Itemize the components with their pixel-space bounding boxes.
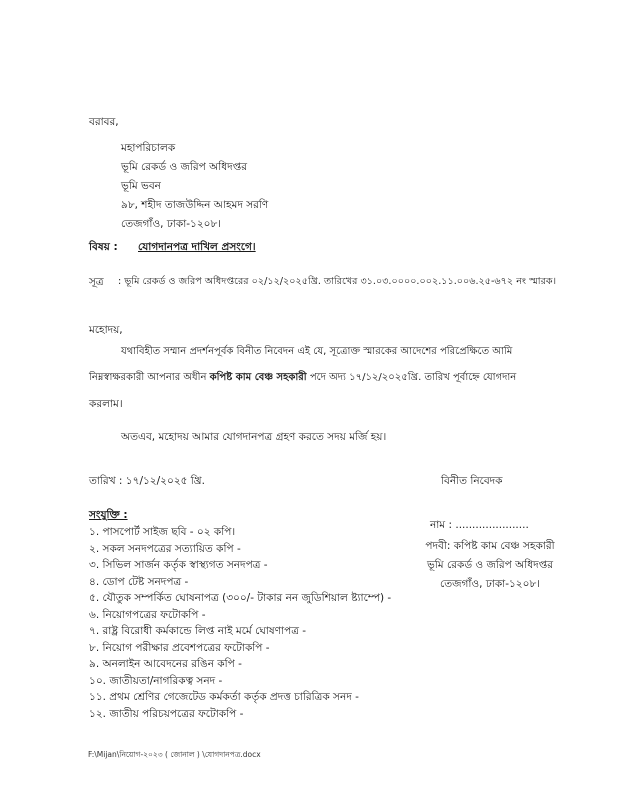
body-line-3: করলাম। [89,398,123,410]
signature-office: ভূমি রেকর্ড ও জরিপ অধিদপ্তর [426,559,554,571]
recipient-line: মহাপরিচালক [121,142,176,154]
signature-address: তেজগাঁও, ঢাকা-১২০৮। [439,578,541,590]
subject-text: যোগদানপত্র দাখিল প্রসংগে। [138,241,256,253]
attachment-item: ১০. জাতীয়তা/নাগরিকত্ব সনদ - [89,674,223,687]
signoff: বিনীত নিবেদক [441,475,503,487]
reference-label: সূত্র [89,276,104,288]
signature-name: নাম : ...................... [430,519,529,531]
attachment-item: ১১. প্রথম শ্রেণির গেজেটেড কর্মকর্তা কর্তৃক প্রদত্ত চারিত্রিক সনদ - [89,691,359,703]
attachment-item: ৮. নিয়োগ পরীক্ষার প্রবেশপত্রের ফটোকপি - [89,641,270,654]
salutation-to: বরাবর, [89,116,119,128]
recipient-line: ৯৮, শহীদ তাজউদ্দিন আহমদ সরণি [121,199,269,211]
footer-file-path: F:\Mijan\নিয়োগ-২০২৩ ( জোনাল ) \যোগদানপত্র.docx [88,750,261,759]
attachment-item: ৩. সিভিল সার্জন কর্তৃক স্বাস্থ্যগত সনদপত্র - [89,559,268,571]
attachment-item: ৯. অনলাইন আবেদনের রঙিন কপি - [89,658,242,670]
body-line-2 [89,371,516,385]
attachment-item: ৬. নিয়োগপত্রের ফটোকপি - [89,608,206,621]
attachment-item: ২. সকল সনদপত্রের সত্যায়িত কপি - [89,542,241,555]
subject-label: বিষয় : [89,241,118,253]
reference-text: : ভূমি রেকর্ড ও জরিপ অধিদপ্তরের ০২/১২/২০২৫খ্রি. তারিখের ৩১.০৩.০০০০.০০২.১১.০০৬.২৫-৬৭২ নং স্মারক। [118,276,557,287]
signature-designation: পদবী: কপিষ্ট কাম বেঞ্চ সহকারী [425,540,555,552]
body-line-1: যথাবিহীত সম্মান প্রদর্শনপূর্বক বিনীত নিবেদন এই যে, সূত্রোক্ত স্মারকের আদেশের পরিপ্রেক্ষিতে আমি [121,346,513,357]
recipient-line: তেজগাঁও, ঢাকা-১২০৮। [121,218,222,230]
post-title: কপিষ্ট কাম বেঞ্চ সহকারী [209,372,307,383]
attachments-title: সংযুক্তি : [89,509,128,521]
body-text: নিম্নস্বাক্ষরকারী আপনার অধীন [89,372,210,383]
attachment-item: ১. পাসপোর্ট সাইজ ছবি - ০২ কপি। [89,526,236,538]
attachment-item: ১২. জাতীয় পরিচয়পত্রের ফটোকপি - [89,707,244,720]
attachment-item: ৭. রাষ্ট্র বিরোধী কর্মকান্ডে লিপ্ত নাই মর্মে ঘোষণাপত্র - [89,625,307,637]
attachment-item: ৫. যৌতুক সম্পর্কিত ঘোষনাপত্র (৩০০/- টাকার নন জুডিশিয়াল ষ্ট্যাম্পে) - [89,592,392,604]
greeting: মহোদয়, [89,324,123,336]
recipient-line: ভূমি ভবন [121,180,161,192]
attachment-item: ৪. ডোপ টেষ্ট সনদপত্র - [89,575,189,588]
closing-line: অতএব, মহোদয় আমার যোগদানপত্র গ্রহণ করতে সদয় মর্জি হয়। [121,431,387,443]
recipient-line: ভূমি রেকর্ড ও জরিপ অধিদপ্তর [121,161,248,173]
date: তারিখ : ১৭/১২/২০২৫ খ্রি. [89,475,205,487]
body-text: পদে অদ্য ১৭/১২/২০২৫খ্রি. তারিখ পূর্বাহ্নে যোগদান [306,372,517,383]
